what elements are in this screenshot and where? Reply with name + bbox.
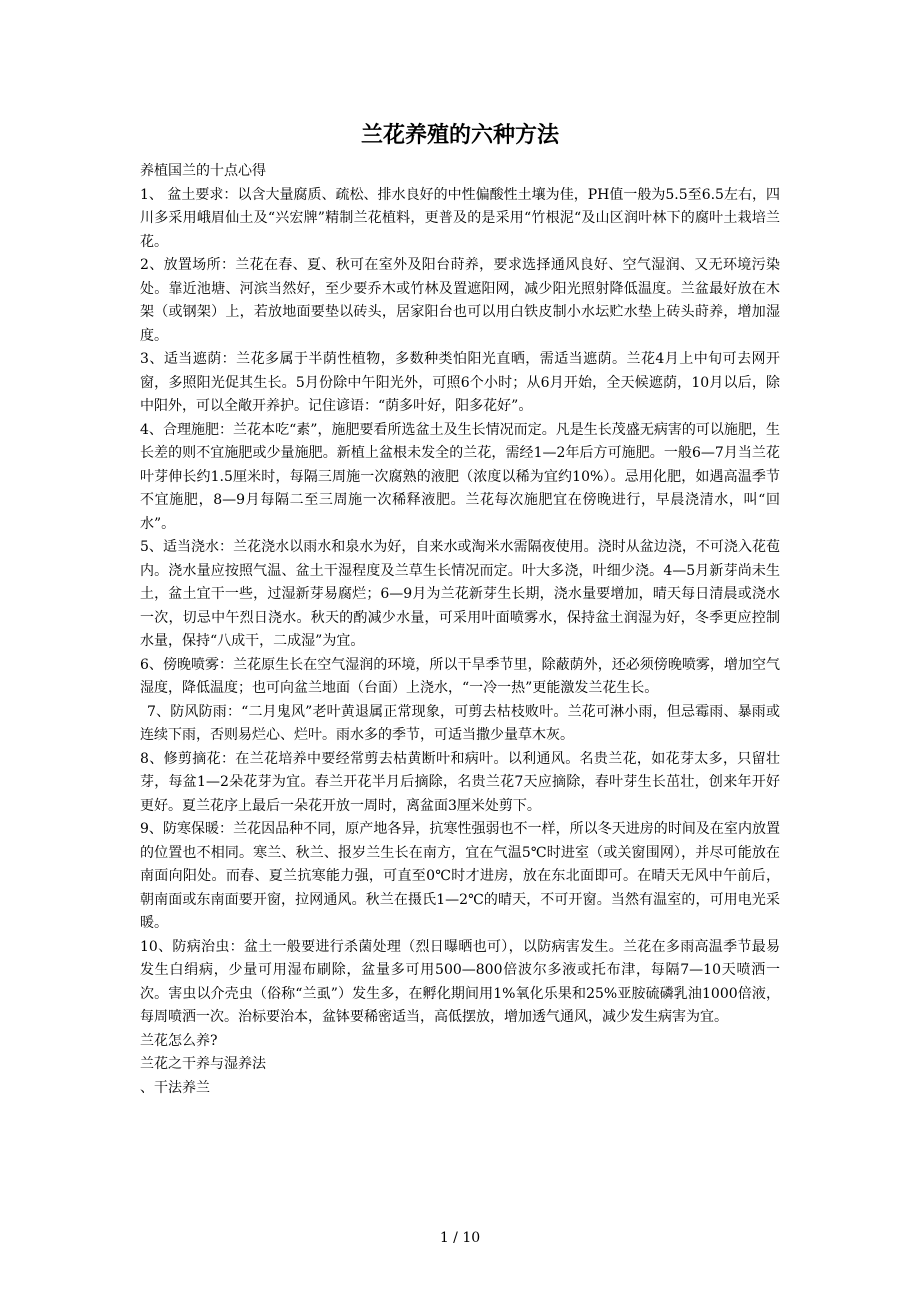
paragraph-3: 3、适当遮荫：兰花多属于半荫性植物，多数种类怕阳光直晒，需适当遮荫。兰花4月上中旬可去网开窗，多照阳光促其生长。5月份除中午阳光外，可照6个小时；从6月开始，全天候遮荫，10月以后，除中阳外，可以全敞开养护。记住谚语：“荫多叶好，阳多花好”。 (140, 351, 780, 414)
paragraph-8: 8、修剪摘花：在兰花培养中要经常剪去枯黄断叶和病叶。以利通风。名贵兰花，如花芽太多，只留壮芽，每盆1—2朵花芽为宜。春兰开花半月后摘除，名贵兰花7天应摘除，春叶芽生长茁壮，创来年开好更好。夏兰花序上最后一朵花开放一周时，离盆面3厘米处剪下。 (140, 750, 780, 814)
subheading-dry-method: 、干法养兰 (140, 1079, 210, 1096)
paragraph-4: 4、合理施肥：兰花本吃“素”，施肥要看所选盆土及生长情况而定。凡是生长茂盛无病害的可以施肥，生长差的则不宜施肥或少量施肥。新植上盆根未发全的兰花，需经1—2年后方可施肥。一般6—7月当兰花叶芽伸长约1.5厘米时，每隔三周施一次腐熟的液肥（浓度以稀为宜约10%）。忌用化肥，如遇高温季节不宜施肥，8—9月每隔二至三周施一次稀释液肥。兰花每次施肥宜在傍晚进行，早晨浇清水，叫“回水”。 (140, 421, 780, 532)
paragraph-2: 2、放置场所：兰花在春、夏、秋可在室外及阳台莳养，要求选择通风良好、空气湿润、又无环境污染处。靠近池塘、河滨当然好，至少要乔木或竹林及置遮阳网，减少阳光照射降低温度。兰盆最好放在木架（或钢架）上，若放地面要垫以砖头，居家阳台也可以用白铁皮制小水坛贮水垫上砖头莳养，增加湿度。 (140, 257, 780, 344)
section-heading: 养植国兰的十点心得 (140, 163, 266, 179)
document-body (140, 160, 780, 1100)
page-title: 兰花养殖的六种方法 (360, 122, 559, 148)
subheading-how-to-grow: 兰花怎么养? (140, 1032, 218, 1049)
page-number: 1 / 10 (439, 1230, 481, 1246)
paragraph-9: 9、防寒保暖：兰花因品种不同，原产地各异，抗寒性强弱也不一样，所以冬天进房的时间及在室内放置的位置也不相同。寒兰、秋兰、报岁兰生长在南方，宜在气温5℃时进室（或关窗围网），并尽可能放在南面向阳处。而春、夏兰抗寒能力强，可直至0℃时才进房，放在东北面即可。在晴天无风中午前后，朝南面或东南面要开窗，拉网通风。秋兰在摄氏1—2℃的晴天，不可开窗。当然有温室的，可用电光采暖。 (140, 821, 780, 931)
paragraph-1: 1、 盆土要求：以含大量腐质、疏松、排水良好的中性偏酸性土壤为佳，PH值一般为5.5至6.5左右，四川多采用峨眉仙土及“兴宏牌”精制兰花植料，更普及的是采用“竹根泥“及山区润叶林下的腐叶土栽培兰花。 (140, 186, 780, 250)
subheading-dry-wet-methods: 兰花之干养与湿养法 (140, 1056, 266, 1072)
paragraph-6: 6、傍晚喷雾：兰花原生长在空气湿润的环境，所以干旱季节里，除蔽荫外，还必须傍晚喷雾，增加空气湿度，降低温度；也可向盆兰地面（台面）上浇水，“一冷一热”更能激发兰花生长。 (140, 656, 780, 696)
paragraph-5: 5、适当浇水：兰花浇水以雨水和泉水为好，自来水或淘米水需隔夜使用。浇时从盆边浇，不可浇入花苞内。浇水量应按照气温、盆土干湿程度及兰草生长情况而定。叶大多浇，叶细少浇。4—5月新芽尚未生土，盆土宜干一些，过湿新芽易腐烂；6—9月为兰花新芽生长期，浇水量要增加，晴天每日清晨或浇水一次，切忌中午烈日浇水。秋天的酌减少水量，可采用叶面喷雾水，保持盆土润湿为好，冬季更应控制水量，保持“八成干，二成湿”为宜。 (140, 539, 780, 649)
paragraph-7: 7、防风防雨：“二月鬼风”老叶黄退属正常现象，可剪去枯枝败叶。兰花可淋小雨，但忌霉雨、暴雨或连续下雨，否则易烂心、烂叶。雨水多的季节，可适当撒少量草木灰。 (140, 703, 780, 743)
paragraph-10: 10、防病治虫：盆土一般要进行杀菌处理（烈日曝晒也可），以防病害发生。兰花在多雨高温季节最易发生白绢病，少量可用湿布刷除，盆量多可用500—800倍波尔多液或托布津，每隔7—10天喷洒一次。害虫以介壳虫（俗称“兰虱”）发生多，在孵化期间用1%氧化乐果和25%亚胺硫磷乳油1000倍液，每周喷洒一次。治标要治本，盆钵要稀密适当，高低摆放，增加透气通风，减少发生病害为宜。 (140, 938, 780, 1025)
